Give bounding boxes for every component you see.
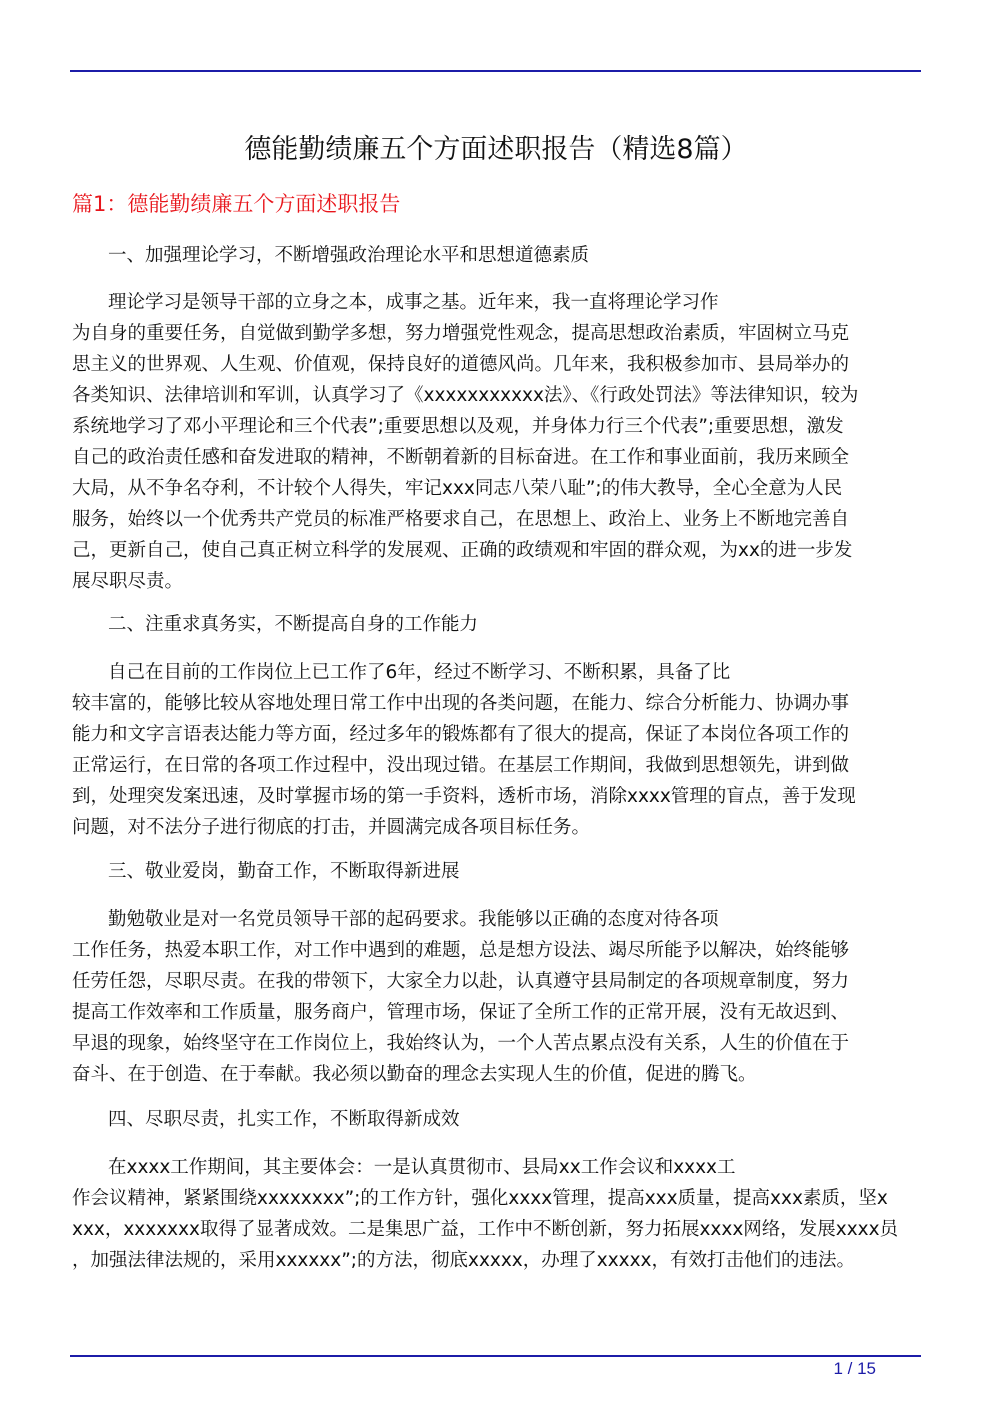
paragraph-line: 任劳任怨，尽职尽责。在我的带领下，大家全力以赴，认真遵守县局制定的各项规章制度，努力 <box>72 971 850 992</box>
paragraph-line: 正常运行，在日常的各项工作过程中，没出现过错。在基层工作期间，我做到思想领先，讲到做 <box>72 755 850 776</box>
paragraph-line: 提高工作效率和工作质量，服务商户，管理市场，保证了全所工作的正常开展，没有无故迟到、 <box>72 1002 850 1023</box>
paragraph-line: 理论学习是领导干部的立身之本，成事之基。近年来，我一直将理论学习作 <box>108 292 719 313</box>
document-title: 德能勤绩廉五个方面述职报告（精选8篇） <box>244 134 748 165</box>
paragraph-line: xxx，xxxxxxx取得了显著成效。二是集思广益，工作中不断创新，努力拓展xxxx网络，发展xxxx员 <box>72 1219 899 1240</box>
paragraph-line: 早退的现象，始终坚守在工作岗位上，我始终认为，一个人苦点累点没有关系，人生的价值在于 <box>72 1033 850 1054</box>
section-paragraph <box>72 1152 932 1276</box>
paragraph-line: 自己在目前的工作岗位上已工作了6年，经过不断学习、不断积累，具备了比 <box>108 662 731 683</box>
paragraph-line: 到，处理突发案迅速，及时掌握市场的第一手资料，透析市场，消除xxxx管理的盲点，善于发现 <box>72 786 856 807</box>
paragraph-line: 奋斗、在于创造、在于奉献。我必须以勤奋的理念去实现人生的价值，促进的腾飞。 <box>72 1064 757 1085</box>
paragraph-line: 勤勉敬业是对一名党员领导干部的起码要求。我能够以正确的态度对待各项 <box>108 909 719 930</box>
header-rule <box>70 70 921 72</box>
paragraph-line: 大局，从不争名夺利，不计较个人得失，牢记xxx同志八荣八耻”;的伟大教导，全心全意为人民 <box>72 478 843 499</box>
paragraph-line: ，加强法律法规的，采用xxxxxx”;的方法，彻底xxxxx，办理了xxxxx，有效打击他们的违法。 <box>72 1250 855 1271</box>
paragraph-line: 问题，对不法分子进行彻底的打击，并圆满完成各项目标任务。 <box>72 817 591 838</box>
paragraph-line: 服务，始终以一个优秀共产党员的标准严格要求自己，在思想上、政治上、业务上不断地完善自 <box>72 509 850 530</box>
section-paragraph <box>72 657 932 843</box>
chapter-heading: 篇1：德能勤绩廉五个方面述职报告 <box>72 192 401 216</box>
paragraph-line: 作会议精神，紧紧围绕xxxxxxxx”;的工作方针，强化xxxx管理，提高xxx质量，提高xxx素质，坚x <box>72 1188 888 1209</box>
paragraph-line: 工作任务，热爱本职工作，对工作中遇到的难题，总是想方设法、竭尽所能予以解决，始终能够 <box>72 940 850 961</box>
paragraph-line: 在xxxx工作期间，其主要体会：一是认真贯彻市、县局xx工作会议和xxxx工 <box>108 1157 736 1178</box>
paragraph-line: 系统地学习了邓小平理论和三个代表”;重要思想以及观，并身体力行三个代表”;重要思想，激发 <box>72 416 844 437</box>
paragraph-line: 为自身的重要任务，自觉做到勤学多想，努力增强党性观念，提高思想政治素质，牢固树立马克 <box>72 323 850 344</box>
section-paragraph <box>72 287 932 597</box>
section-heading: 三、敬业爱岗，勤奋工作，不断取得新进展 <box>108 861 460 882</box>
page-number: 1 / 15 <box>833 1359 876 1378</box>
paragraph-line: 展尽职尽责。 <box>72 571 184 592</box>
footer-rule <box>70 1355 921 1357</box>
paragraph-line: 能力和文字言语表达能力等方面，经过多年的锻炼都有了很大的提高，保证了本岗位各项工作的 <box>72 724 850 745</box>
paragraph-line: 各类知识、法律培训和军训，认真学习了《xxxxxxxxxxx法》、《行政处罚法》等法律知识，较为 <box>72 385 859 406</box>
paragraph-line: 己，更新自己，使自己真正树立科学的发展观、正确的政绩观和牢固的群众观，为xx的进一步发 <box>72 540 853 561</box>
section-heading: 四、尽职尽责，扎实工作，不断取得新成效 <box>108 1109 460 1130</box>
paragraph-line: 自己的政治责任感和奋发进取的精神，不断朝着新的目标奋进。在工作和事业面前，我历来顾全 <box>72 447 850 468</box>
paragraph-line: 较丰富的，能够比较从容地处理日常工作中出现的各类问题，在能力、综合分析能力、协调办事 <box>72 693 850 714</box>
section-heading: 二、注重求真务实，不断提高自身的工作能力 <box>108 614 479 635</box>
paragraph-line: 思主义的世界观、人生观、价值观，保持良好的道德风尚。几年来，我积极参加市、县局举办的 <box>72 354 850 375</box>
section-paragraph <box>72 904 932 1090</box>
section-heading: 一、加强理论学习，不断增强政治理论水平和思想道德素质 <box>108 245 590 266</box>
